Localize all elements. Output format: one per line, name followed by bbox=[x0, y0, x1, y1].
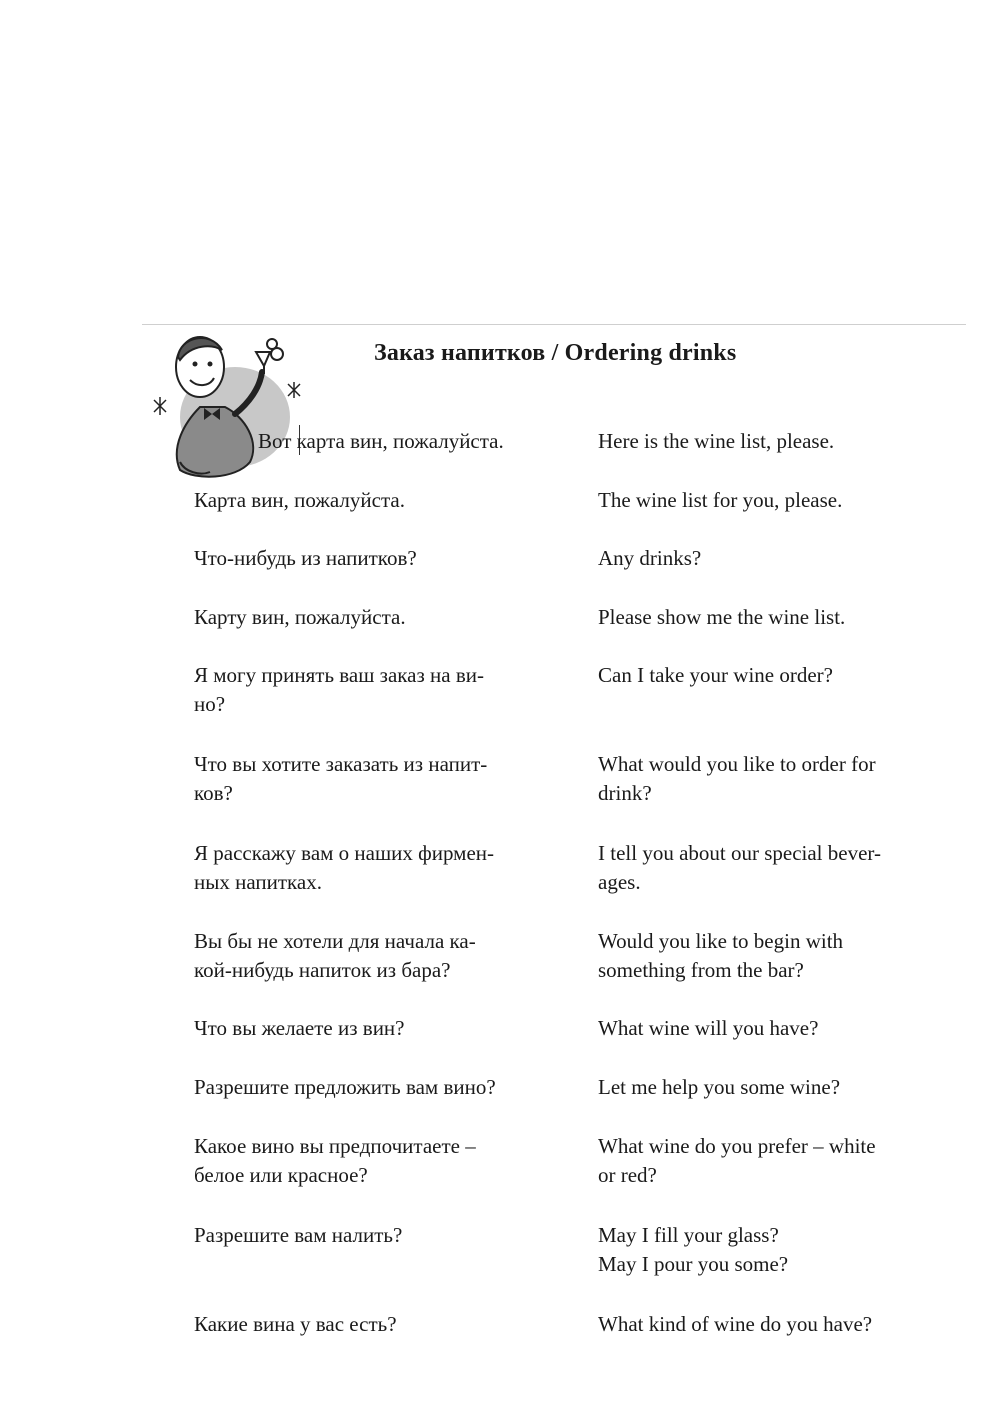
waiter-with-tray-icon bbox=[140, 322, 310, 482]
en-phrase: Please show me the wine list. bbox=[598, 605, 846, 629]
ru-phrase: Вы бы не хотели для начала ка- кой-нибудь напиток из бара? bbox=[194, 929, 476, 982]
en-phrase: The wine list for you, please. bbox=[598, 488, 843, 512]
ru-phrase: Что-нибудь из напитков? bbox=[194, 546, 417, 570]
en-phrase: Would you like to begin with something from the bar? bbox=[598, 929, 844, 982]
en-phrase: What would you like to order for drink? bbox=[598, 752, 876, 805]
ru-phrase: Разрешите вам налить? bbox=[194, 1223, 403, 1247]
ru-phrase: Что вы хотите заказать из напит- ков? bbox=[194, 752, 488, 805]
en-phrase: May I fill your glass? May I pour you some? bbox=[598, 1223, 789, 1276]
page-title: Заказ напитков / Ordering drinks bbox=[374, 340, 737, 366]
ru-phrase: Вот карта вин, пожалуйста. bbox=[258, 429, 504, 453]
ru-phrase: Карту вин, пожалуйста. bbox=[194, 605, 406, 629]
ru-phrase: Какие вина у вас есть? bbox=[194, 1312, 397, 1336]
ru-phrase: Что вы желаете из вин? bbox=[194, 1016, 405, 1040]
ru-phrase: Я расскажу вам о наших фирмен- ных напитках. bbox=[194, 841, 495, 894]
ru-phrase: Я могу принять ваш заказ на ви- но? bbox=[194, 663, 484, 716]
en-phrase: Here is the wine list, please. bbox=[598, 429, 835, 453]
en-phrase: What wine do you prefer – white or red? bbox=[598, 1134, 876, 1187]
ru-phrase: Какое вино вы предпочитаете – белое или красное? bbox=[194, 1134, 476, 1187]
en-phrase: Let me help you some wine? bbox=[598, 1075, 841, 1099]
en-phrase: What kind of wine do you have? bbox=[598, 1312, 873, 1336]
en-phrase: Can I take your wine order? bbox=[598, 663, 833, 687]
en-phrase: Any drinks? bbox=[598, 546, 702, 570]
ru-phrase: Карта вин, пожалуйста. bbox=[194, 488, 405, 512]
en-phrase: I tell you about our special bever- ages. bbox=[598, 841, 881, 894]
en-phrase: What wine will you have? bbox=[598, 1016, 819, 1040]
ru-phrase: Разрешите предложить вам вино? bbox=[194, 1075, 496, 1099]
